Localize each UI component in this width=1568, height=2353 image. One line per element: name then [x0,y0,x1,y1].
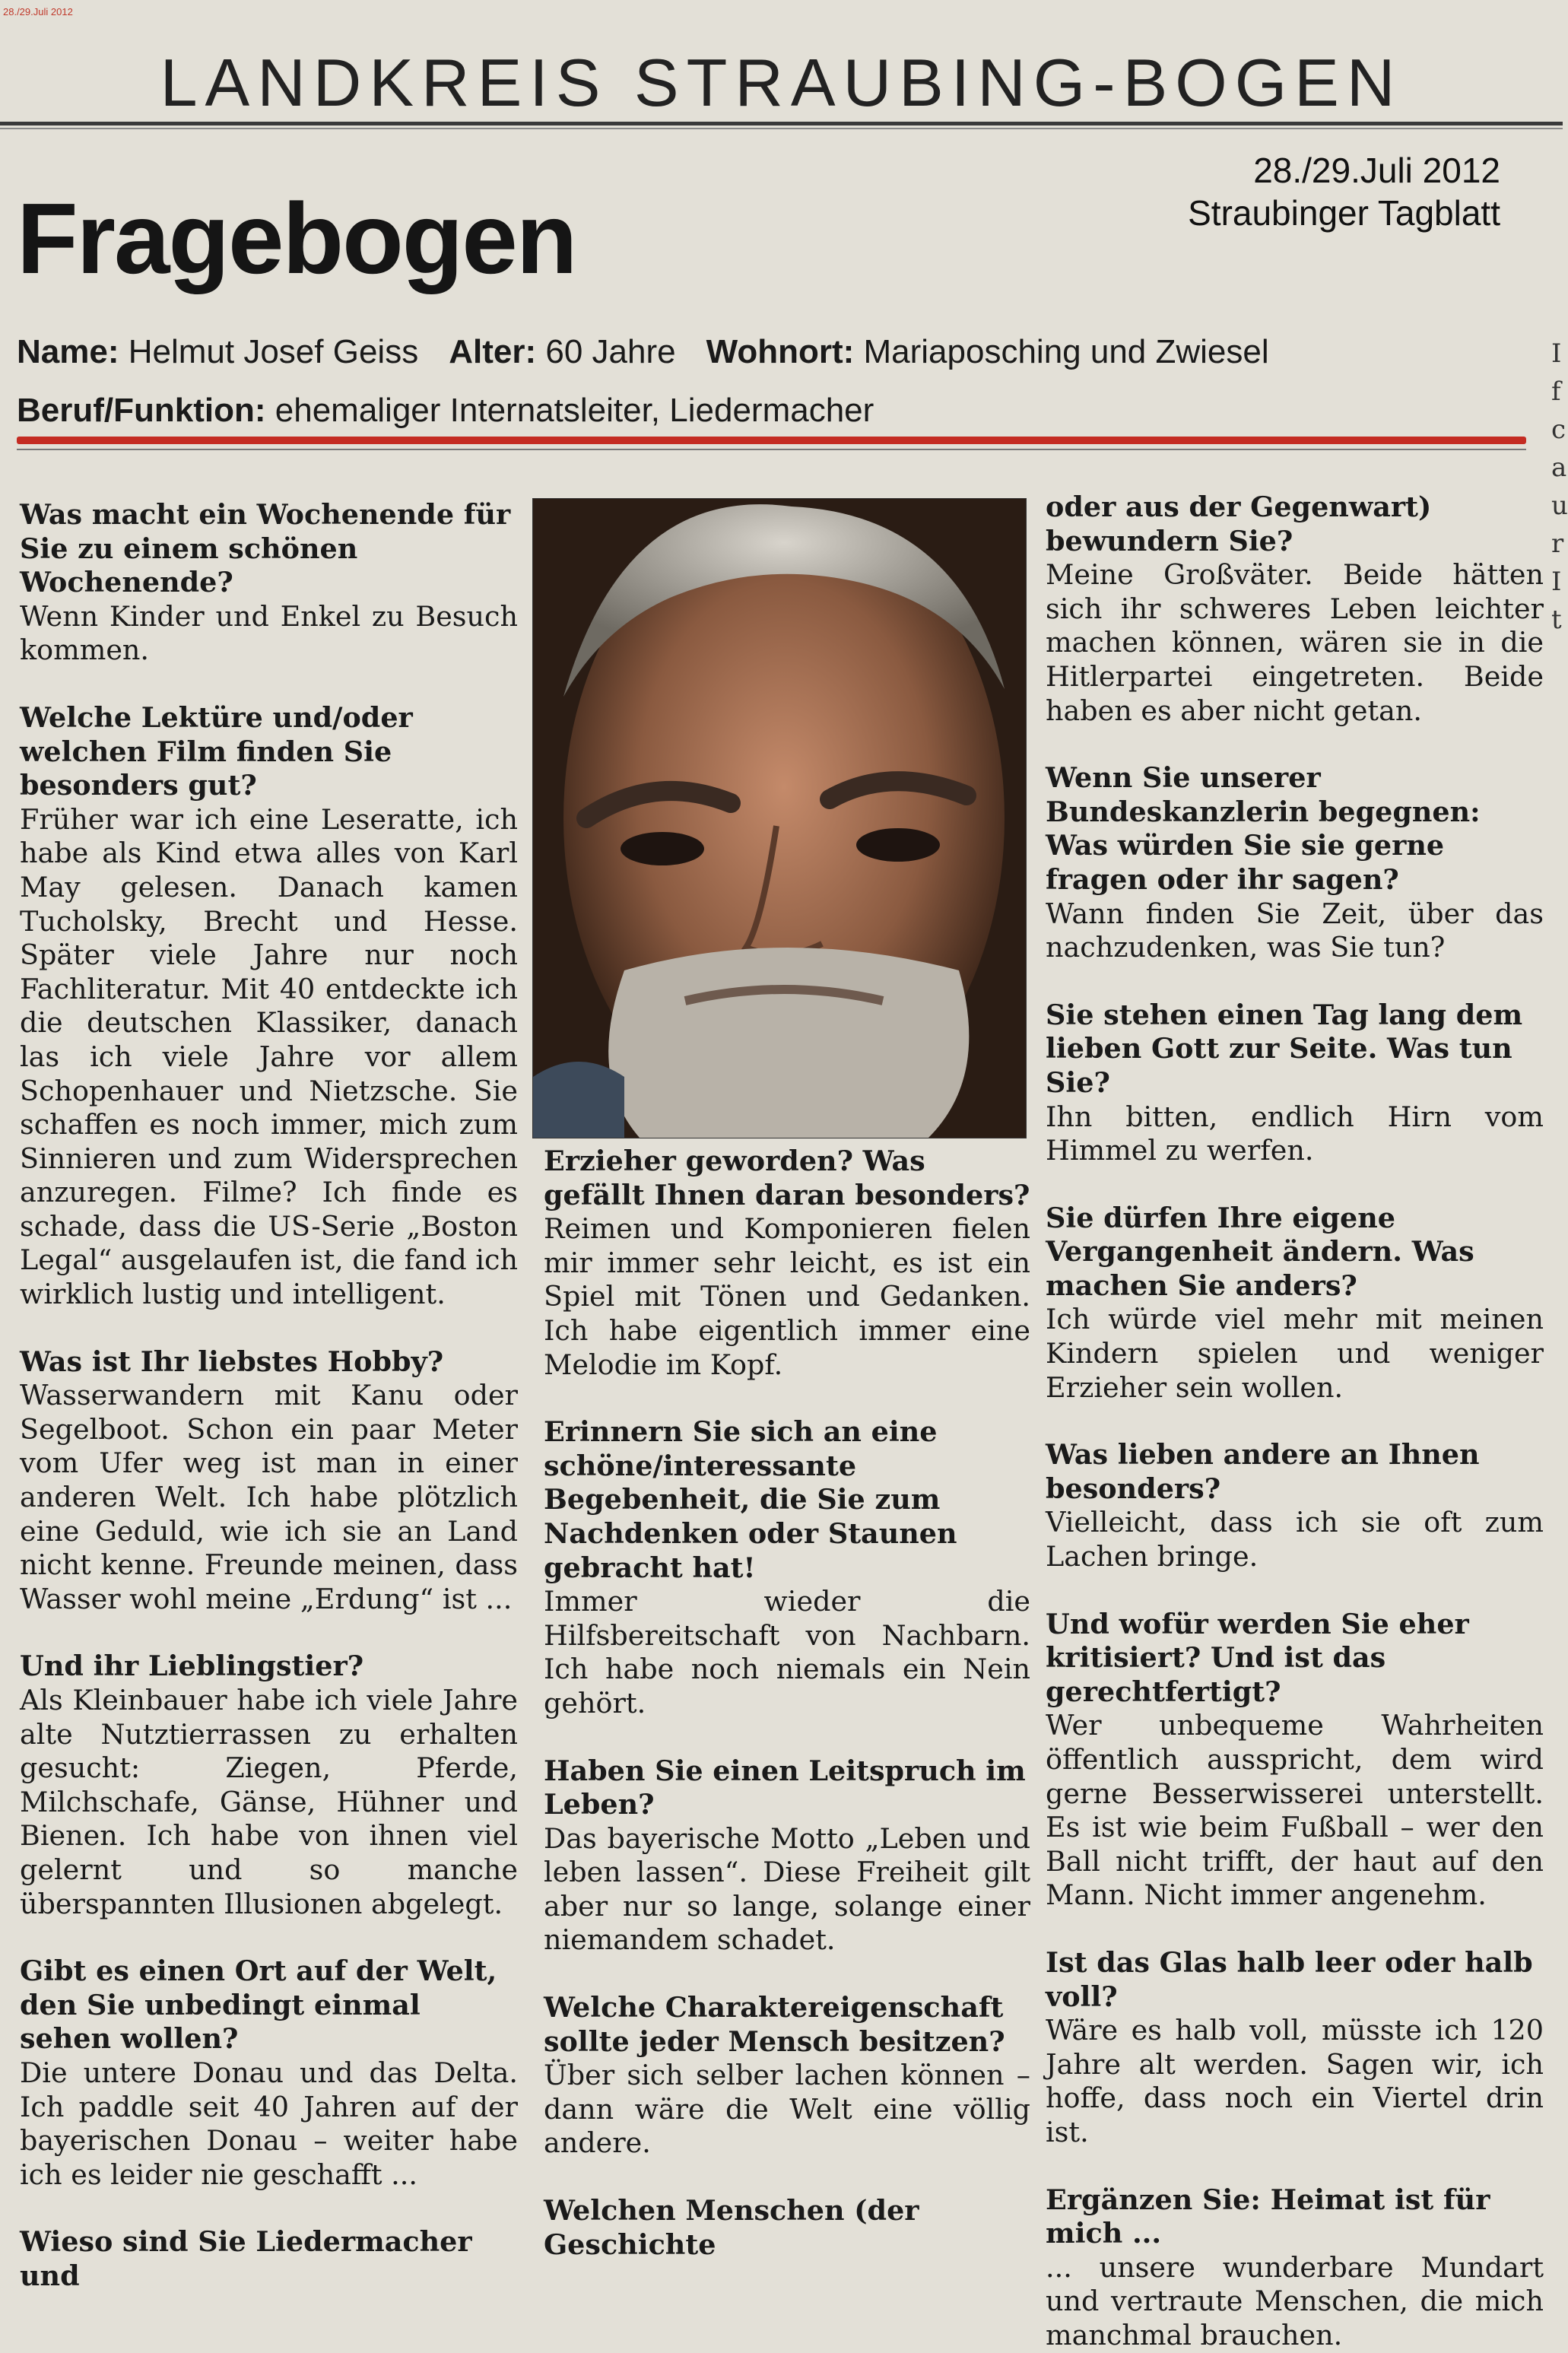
answer: Wasserwandern mit Kanu oder Segelboot. Schon ein paar Meter vom Ufer weg ist man in einer anderen Welt. Ich habe plötzlich eine Geduld, wie ich sie an Land nicht kenne. Freunde meinen, dass Wasser wohl meine „Erdung“ ist ... [20,1379,518,1615]
column-2 [544,1145,1030,2262]
qa-block [544,1415,1030,1720]
answer: Früher war ich eine Leseratte, ich habe als Kind etwa alles von Karl May gelesen. Danach kamen Tucholsky, Brecht und Hesse. Später viele Jahre nur noch Fachliteratur. Mit 40 entdeckte ich die deutschen Klassiker, danach las ich viele Jahre vor allem Schopenhauer und Nietzsche. Sie schaffen es noch immer, mich zum Sinnieren und zum Widersprechen anzuregen. Filme? Ich finde es schade, dass die US-Serie „Boston Legal“ ausgelaufen ist, die fand ich wirklich lustig und intelligent. [20,802,518,1311]
question: Was ist Ihr liebstes Hobby? [20,1345,444,1378]
qa-block [1046,491,1544,728]
headline: Fragebogen [17,183,576,294]
question: Und wofür werden Sie eher kritisiert? Und ist das gerechtfertigt? [1046,1607,1469,1708]
answer: Wer unbequeme Wahrheiten öffentlich ausspricht, dem wird gerne Besserwisserei unterstellt. Es ist wie beim Fußball – wer den Ball nicht trifft, der haut auf den Mann. Nicht immer angenehm. [1046,1709,1544,1912]
answer: Ich würde viel mehr mit meinen Kindern spielen und weniger Erzieher sein wollen. [1046,1303,1544,1404]
qa-block [544,2194,1030,2262]
question: oder aus der Gegenwart) bewundern Sie? [1046,491,1432,557]
dateline [1188,149,1500,234]
qa-block [544,1754,1030,1958]
qa-block [1046,1438,1544,1573]
thin-divider [17,449,1526,450]
person-name: Helmut Josef Geiss [128,333,419,370]
question: Sie dürfen Ihre eigene Vergangenheit ändern. Was machen Sie anders? [1046,1201,1474,1302]
name-label: Name: [17,333,119,370]
question: Sie stehen einen Tag lang dem lieben Gott zur Seite. Was tun Sie? [1046,998,1523,1099]
qa-block [1046,2183,1544,2353]
answer: ... unsere wunderbare Mundart und vertraute Menschen, die mich manchmal brauchen. [1046,2250,1544,2351]
portrait-photo [532,498,1027,1138]
answer: Reimen und Komponieren fielen mir immer sehr leicht, es ist ein Spiel mit Tönen und Gedanken. Ich habe eigentlich immer eine Melodie im Kopf. [544,1212,1030,1381]
question: Wenn Sie unserer Bundeskanzlerin begegnen: Was würden Sie sie gerne fragen oder ihr sagen? [1046,761,1481,896]
question: Erzieher geworden? Was gefällt Ihnen daran besonders? [544,1145,1030,1211]
top-rule [0,122,1563,125]
red-divider [17,437,1526,444]
answer: Meine Großväter. Beide hätten sich ihr schweres Leben leichter machen können, wären sie in die Hitlerpartei eingetreten. Beide haben es aber nicht getan. [1046,558,1544,727]
qa-block [20,701,518,1312]
date-stamp: 28./29.Juli 2012 [3,6,73,17]
qa-block [20,2225,518,2293]
person-age: 60 Jahre [545,333,676,370]
person-residence: Mariaposching und Zwiesel [863,333,1269,370]
age-label: Alter: [449,333,537,370]
qa-block [20,498,518,668]
qa-block [20,1345,518,1617]
residence-label: Wohnort: [706,333,855,370]
answer: Wenn Kinder und Enkel zu Besuch kommen. [20,599,518,667]
qa-block [1046,1202,1544,1405]
answer: Das bayerische Motto „Leben und leben lassen“. Diese Freiheit gilt aber nur so lange, solange einer niemandem schadet. [544,1821,1030,1957]
answer: Wann finden Sie Zeit, über das nachzudenken, was Sie tun? [1046,897,1544,964]
question: Welchen Menschen (der Geschichte [544,2194,919,2261]
column-1 [20,498,518,2294]
answer: Als Kleinbauer habe ich viele Jahre alte Nutztierrassen zu erhalten gesucht: Ziegen, Pferde, Milchschafe, Gänse, Hühner und Bienen. Ich habe von ihnen viel gelernt und so manche überspannten Illusionen abgelegt. [20,1684,518,1920]
column-3 [1046,491,1544,2353]
question: Und ihr Lieblingstier? [20,1650,364,1683]
qa-block [1046,761,1544,965]
right-edge-fragments: I f c a u r I t [1551,338,1568,635]
answer: Vielleicht, dass ich sie oft zum Lachen bringe. [1046,1506,1544,1573]
qa-block [1046,1608,1544,1913]
qa-block [544,1991,1030,2161]
person-meta-line-1 [17,333,1269,371]
question: Haben Sie einen Leitspruch im Leben? [544,1754,1026,1821]
answer: Immer wieder die Hilfsbereitschaft von Nachbarn. Ich habe noch niemals ein Nein gehört. [544,1585,1030,1720]
question: Ergänzen Sie: Heimat ist für mich ... [1046,2183,1490,2250]
answer: Über sich selber lachen können – dann wäre die Welt eine völlig andere. [544,2059,1030,2160]
job-label: Beruf/Funktion: [17,392,266,429]
question: Gibt es einen Ort auf der Welt, den Sie unbedingt einmal sehen wollen? [20,1954,497,2056]
portrait-illustration [533,499,1026,1138]
question: Welche Charaktereigenschaft sollte jeder Mensch besitzen? [544,1991,1005,2058]
question: Was macht ein Wochenende für Sie zu einem schönen Wochenende? [20,498,511,599]
question: Was lieben andere an Ihnen besonders? [1046,1438,1480,1505]
qa-block [1046,1946,1544,2150]
answer: Die untere Donau und das Delta. Ich paddle seit 40 Jahren auf der bayerischen Donau – weiter habe ich es leider nie geschafft ... [20,2056,518,2191]
qa-block [20,1954,518,2192]
top-rule-thin [0,128,1563,129]
person-meta-line-2 [17,392,874,430]
question: Ist das Glas halb leer oder halb voll? [1046,1945,1533,2013]
qa-block [20,1650,518,1921]
section-title: LANDKREIS STRAUBING-BOGEN [160,45,1403,120]
answer: Wäre es halb voll, müsste ich 120 Jahre alt werden. Sagen wir, ich hoffe, dass noch ein Viertel drin ist. [1046,2014,1544,2148]
qa-block [544,1145,1030,1382]
answer: Ihn bitten, endlich Hirn vom Himmel zu werfen. [1046,1100,1544,1167]
question: Erinnern Sie sich an eine schöne/interessante Begebenheit, die Sie zum Nachdenken oder Staunen gebracht hat! [544,1415,957,1584]
question: Wieso sind Sie Liedermacher und [20,2225,472,2292]
question: Welche Lektüre und/oder welchen Film finden Sie besonders gut? [20,700,413,802]
dateline-date: 28./29.Juli 2012 [1253,151,1500,190]
person-job: ehemaliger Internatsleiter, Liedermacher [275,392,874,429]
qa-block [1046,999,1544,1168]
dateline-paper: Straubinger Tagblatt [1188,193,1500,233]
